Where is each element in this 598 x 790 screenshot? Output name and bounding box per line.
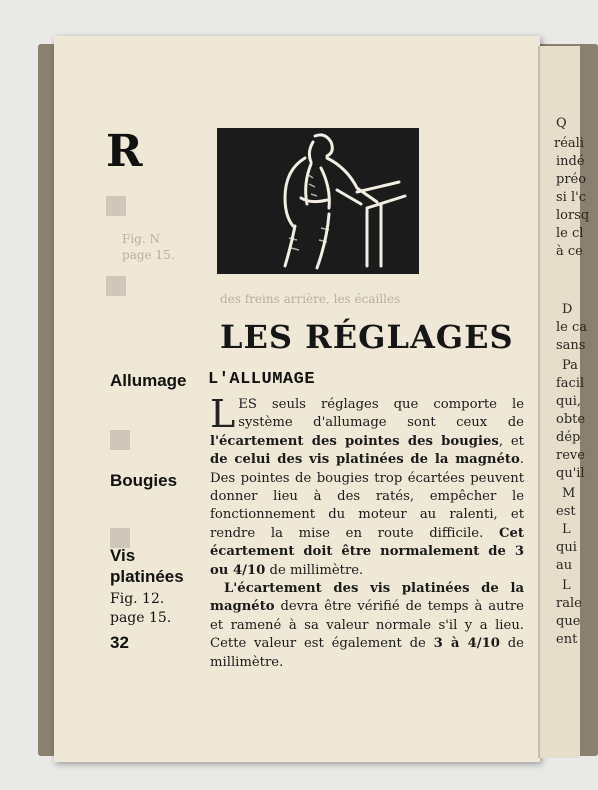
drop-cap: L: [210, 392, 236, 436]
text-run: . Des pointes de bougies trop écartées peuvent donner lieu à des ratés, empêcher le fonctionnement du moteur au ralenti, et rendre la mise en route difficile.: [210, 452, 524, 541]
text-run-bold: L'écartement des vis platinées de la magnéto: [210, 581, 524, 615]
right-page-text: Q: [556, 116, 567, 131]
right-page-text: préo: [556, 172, 587, 187]
show-through-text: Fig. N: [122, 232, 160, 246]
right-page-text: D: [562, 302, 573, 317]
right-page-text: M: [562, 486, 576, 501]
margin-square: [110, 528, 130, 548]
text-run: de millimètre.: [210, 636, 524, 670]
right-page-text: lorsq: [556, 208, 590, 223]
margin-note-bougies: Bougies: [110, 471, 178, 490]
text-run: , et: [498, 433, 524, 449]
text-run: devra être vérifié de temps à autre et ramené à sa valeur normale s'il y a lieu. Cette valeur est également de: [210, 599, 524, 652]
right-page-edge: [538, 46, 590, 758]
right-page-text: sans: [556, 338, 586, 353]
section-subheading: L'ALLUMAGE: [208, 370, 316, 389]
margin-square: [110, 430, 130, 450]
right-page-text: le cl: [556, 226, 584, 241]
right-page-text: qui,: [556, 394, 581, 409]
mechanic-woodcut-illustration: [217, 128, 419, 274]
text-run-bold: de celui des vis platinées de la magnéto: [210, 452, 520, 468]
page-number: 32: [110, 633, 129, 652]
show-through-text: des freins arrière, les écailles: [220, 292, 401, 306]
margin-square: [106, 276, 126, 296]
right-page-text: L: [562, 522, 571, 537]
margin-note-platinees: platinées: [110, 567, 184, 586]
page-title: LES RÉGLAGES: [220, 318, 514, 356]
right-page-text: obte: [556, 412, 586, 427]
right-page-text: à ce: [556, 244, 583, 259]
margin-note-vis: Vis: [110, 546, 136, 565]
right-page-text: rale: [556, 596, 582, 611]
right-page-text: si l'c: [556, 190, 586, 205]
right-page-text: ent: [556, 632, 578, 647]
right-page-text: qu'il: [556, 466, 585, 481]
right-page-text: indé: [556, 154, 585, 169]
body-text: [210, 392, 524, 672]
right-page-text: réali: [554, 136, 584, 151]
text-run-bold: l'écartement des pointes des bougies: [210, 433, 499, 449]
text-run-bold: 3 à 4/10: [433, 636, 500, 652]
show-through-text: page 15.: [122, 248, 175, 262]
paragraph-2: [210, 580, 524, 672]
right-page-text: au: [556, 558, 573, 573]
right-page-text: reve: [556, 448, 585, 463]
text-run-bold: Cet écartement doit être normalement de 3 ou 4/10: [210, 525, 524, 578]
margin-note-page: page 15.: [110, 610, 172, 626]
right-page-text: dép: [556, 430, 581, 445]
right-page-text: facil: [556, 376, 585, 391]
right-page-text: est: [556, 504, 576, 519]
paragraph-1: [210, 392, 524, 580]
right-page-text: L: [562, 578, 571, 593]
right-page-text: Pa: [562, 358, 578, 373]
right-page-text: le ca: [556, 320, 588, 335]
right-page-text: que: [556, 614, 581, 629]
margin-note-fig: Fig. 12.: [110, 591, 165, 607]
margin-square: [106, 196, 126, 216]
section-letter: R: [106, 126, 143, 177]
text-run: ES seuls réglages que comporte le système d'allumage sont ceux de: [238, 397, 524, 431]
text-run: de millimètre.: [265, 562, 364, 578]
margin-note-allumage: Allumage: [110, 371, 187, 390]
right-page-text: qui: [556, 540, 577, 555]
